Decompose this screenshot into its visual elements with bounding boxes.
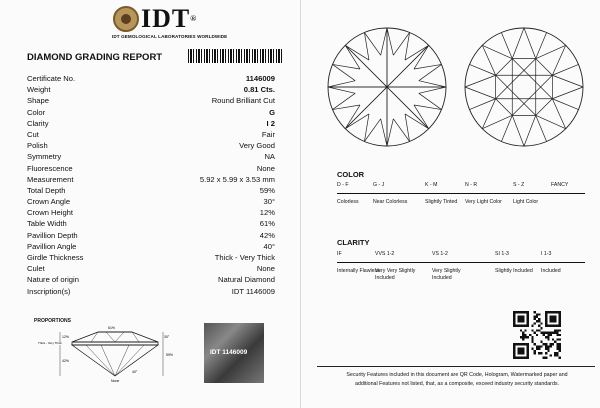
inscription-photo	[204, 323, 264, 383]
detail-label: Crown Angle	[27, 197, 71, 207]
security-rule	[317, 366, 595, 367]
detail-row	[27, 174, 275, 185]
detail-label: Cut	[27, 129, 39, 139]
detail-row	[27, 274, 275, 285]
detail-row	[27, 95, 275, 106]
detail-row	[27, 252, 275, 263]
color-grade: K - M	[425, 182, 438, 188]
detail-label: Shape	[27, 96, 49, 106]
detail-value: I 2	[266, 118, 275, 128]
clarity-description: Internally Flawless	[337, 268, 380, 274]
clarity-title: CLARITY	[337, 238, 370, 247]
detail-row	[27, 196, 275, 207]
clarity-grade: VVS 1-2	[375, 251, 395, 257]
diamond-pavilion-plot	[463, 26, 585, 148]
security-line-2: additional Features not listed, that, as a composite, exceed industry security standards.	[354, 381, 560, 387]
color-description: Near Colorless	[373, 199, 408, 205]
clarity-grade: VS 1-2	[432, 251, 448, 257]
detail-value: 61%	[259, 219, 275, 229]
color-description: Very Light Color	[465, 199, 502, 205]
detail-value: 1146009	[245, 74, 275, 83]
clarity-description: Very Very Slightly Included	[375, 268, 416, 281]
culet-label: None	[111, 379, 120, 383]
detail-label: Symmetry	[27, 152, 62, 162]
detail-row	[27, 151, 275, 162]
detail-label: Girdle Thickness	[27, 253, 84, 262]
detail-label: Polish	[27, 141, 48, 151]
total-depth-label: 59%	[166, 353, 174, 357]
detail-row	[27, 286, 275, 297]
detail-label: Culet	[27, 264, 45, 274]
logo-text: IDT	[141, 4, 191, 33]
clarity-scale-line	[337, 262, 585, 263]
detail-label: Color	[27, 107, 46, 117]
qr-code	[513, 311, 561, 359]
clarity-description: Included	[541, 268, 561, 274]
detail-value: 59%	[259, 185, 275, 195]
color-grade: FANCY	[551, 182, 569, 188]
detail-row	[27, 163, 275, 174]
color-grade: S - Z	[513, 182, 525, 188]
detail-value: Natural Diamond	[218, 275, 275, 285]
detail-value: None	[256, 264, 275, 274]
color-description: Slightly Tinted	[425, 199, 458, 205]
detail-value: 30°	[263, 197, 275, 207]
detail-label: Certificate No.	[27, 74, 76, 83]
crown-angle-label: 30°	[164, 335, 170, 339]
security-line-1: Security Features included in this document are QR Code, Hologram, Watermarked paper and	[346, 372, 568, 378]
detail-label: Fluorescence	[27, 163, 73, 173]
detail-label: Table Width	[27, 219, 67, 229]
inscription-photo-text: IDT 1146009	[210, 349, 248, 356]
report-title: DIAMOND GRADING REPORT	[27, 52, 163, 63]
color-grade: N - R	[465, 182, 478, 188]
detail-row	[27, 73, 275, 84]
security-note	[319, 371, 595, 389]
detail-row	[27, 241, 275, 252]
detail-value: Round Brilliant Cut	[211, 96, 275, 106]
detail-value: 0.81 Cts.	[243, 85, 275, 95]
detail-row	[27, 207, 275, 218]
detail-value: G	[269, 107, 275, 117]
registered-mark: ®	[190, 14, 198, 23]
crown-height-label: 12%	[62, 335, 70, 339]
detail-row	[27, 140, 275, 151]
detail-value: 12%	[259, 208, 275, 218]
proportions-title: PROPORTIONS	[34, 318, 71, 324]
pavilion-angle-label: 40°	[132, 370, 138, 374]
color-description: Colorless	[337, 199, 359, 205]
detail-label: Nature of origin	[27, 275, 79, 285]
color-title: COLOR	[337, 170, 365, 179]
clarity-grade: SI 1-3	[495, 251, 509, 257]
clarity-description: Slightly Included	[495, 268, 533, 274]
detail-value: 42%	[259, 230, 275, 240]
color-scale-line	[337, 193, 585, 194]
detail-label: Crown Height	[27, 208, 74, 218]
barcode	[188, 49, 282, 63]
detail-value: Thick - Very Thick	[214, 253, 275, 262]
pavilion-depth-label: 42%	[62, 359, 70, 363]
color-grade: G - J	[373, 182, 385, 188]
detail-value: 40°	[263, 241, 275, 251]
detail-row	[27, 129, 275, 140]
diamond-crown-plot	[326, 26, 448, 148]
idt-seal-icon	[113, 6, 139, 32]
detail-row	[27, 107, 275, 118]
detail-row	[27, 230, 275, 241]
detail-value: Fair	[261, 129, 275, 139]
detail-row	[27, 218, 275, 229]
table-label: 61%	[108, 326, 116, 330]
detail-label: Measurement	[27, 174, 74, 184]
detail-value: NA	[264, 152, 275, 162]
detail-label: Inscription(s)	[27, 286, 71, 296]
idt-logo	[113, 6, 197, 32]
color-description: Light Color	[513, 199, 539, 205]
detail-label: Clarity	[27, 118, 49, 128]
detail-row	[27, 185, 275, 196]
color-grade: D - F	[337, 182, 349, 188]
clarity-grade: I 1-3	[541, 251, 552, 257]
detail-row	[27, 263, 275, 274]
clarity-grade: IF	[337, 251, 342, 257]
detail-label: Pavillion Depth	[27, 230, 78, 240]
detail-value: IDT 1146009	[231, 286, 275, 296]
detail-label: Total Depth	[27, 185, 66, 195]
detail-value: Very Good	[239, 141, 275, 151]
clarity-description: Very Slightly Included	[432, 268, 461, 281]
detail-label: Weight	[27, 85, 51, 95]
detail-label: Pavillion Angle	[27, 241, 77, 251]
detail-value: 5.92 x 5.99 x 3.53 mm	[199, 174, 275, 184]
details-list	[27, 73, 275, 297]
lab-name: IDT GEMOLOGICAL LABORATORIES WORLDWIDE	[112, 34, 228, 39]
detail-value: None	[256, 163, 275, 173]
detail-row	[27, 84, 275, 95]
girdle-label: Thick - Very Thick	[38, 341, 62, 345]
proportions-diagram	[36, 324, 196, 384]
detail-row	[27, 118, 275, 129]
